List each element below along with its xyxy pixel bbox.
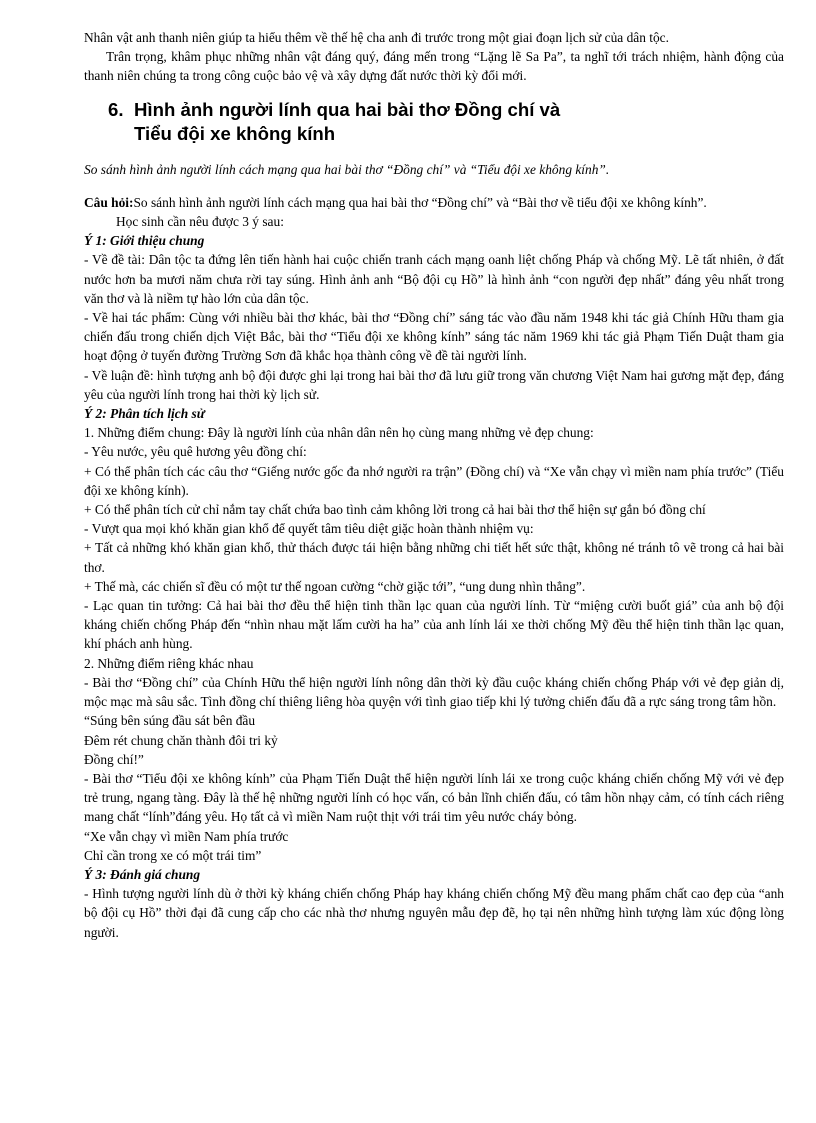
poem-1-line-1: “Súng bên súng đầu sát bên đầu xyxy=(84,713,256,729)
intro-paragraph-1: Nhân vật anh thanh niên giúp ta hiểu thêm về thế hệ cha anh đi trước trong một giai đoạn lịch sử của dân tộc. xyxy=(84,30,669,45)
y3-heading: Ý 3: Đánh giá chung xyxy=(84,866,201,882)
y1-heading: Ý 1: Giới thiệu chung xyxy=(84,233,205,249)
y2-heading: Ý 2: Phân tích lịch sử xyxy=(84,406,205,422)
y1-paragraph-1: - Về đề tài: Dân tộc ta đứng lên tiến hành hai cuộc chiến tranh cách mạng oanh liệt chống Pháp và chống Mỹ. Lẽ tất nhiên, ở đất nước hơn ba mươi năm chưa rời tay súng. Hình ảnh anh “Bộ đội cụ Hồ” là hình ảnh “con người đẹp nhất” đáng yêu nhất trong văn thơ và là niềm tự hào lớn của dân tộc. xyxy=(84,252,784,306)
y3-paragraph-1: - Hình tượng người lính dù ở thời kỳ kháng chiến chống Pháp hay kháng chiến chống Mỹ đều mang phẩm chất cao đẹp của “anh bộ đội cụ Hồ” thời đại đã cung cấp cho các nhà thơ nhưng nguyên mẫu đẹp đẽ, họ tại nên những hình tượng làm xúc động lòng người. xyxy=(84,886,784,940)
y2-paragraph-6: + Tất cả những khó khăn gian khổ, thử thách được tái hiện bằng những chi tiết hết sức thật, không né tránh tô vẽ trong cả hai bài thơ. xyxy=(84,540,784,575)
question-text: So sánh hình ảnh người lính cách mạng qua hai bài thơ “Đồng chí” và “Bài thơ về tiểu đội xe không kính”. xyxy=(133,194,707,210)
section-title-line-1: Hình ảnh người lính qua hai bài thơ Đồng chí và xyxy=(134,98,561,120)
question-label: Câu hỏi: xyxy=(84,194,134,210)
y1-paragraph-3: - Về luận đề: hình tượng anh bộ đội được ghi lại trong hai bài thơ đã lưu giữ trong văn chương Việt Nam hai gương mặt đẹp, đáng yêu của người lính trong hai thời kỳ lịch sử. xyxy=(84,367,784,402)
y2-paragraph-5: - Vượt qua mọi khó khăn gian khổ để quyết tâm tiêu diệt giặc hoàn thành nhiệm vụ: xyxy=(84,521,534,537)
poem-1-line-3: Đồng chí!” xyxy=(84,751,144,767)
question-paragraph xyxy=(84,193,784,212)
question-instruction: Học sinh cần nêu được 3 ý sau: xyxy=(116,214,284,230)
section-heading xyxy=(84,98,784,146)
intro-paragraph-2: Trân trọng, khâm phục những nhân vật đáng quý, đáng mến trong “Lặng lẽ Sa Pa”, ta nghĩ tới trách nhiệm, hành động của thanh niên chúng ta trong công cuộc bảo vệ và xây dựng đất nước thời kỳ đổi mới. xyxy=(84,49,784,84)
section-title-line-2: Tiểu đội xe không kính xyxy=(134,122,336,144)
y2-paragraph-4: + Có thể phân tích cử chỉ nắm tay chất chứa bao tình cảm không lời trong cả hai bài thơ thể hiện sự gắn bó đồng chí xyxy=(84,502,706,518)
y2-paragraph-1: 1. Những điểm chung: Đây là người lính của nhân dân nên họ cùng mang những vẻ đẹp chung: xyxy=(84,425,594,441)
y2-paragraph-3: + Có thể phân tích các câu thơ “Giếng nước gốc đa nhớ người ra trận” (Đồng chí) và “Xe vẫn chạy vì miền nam phía trước” (Tiểu đội xe không kính). xyxy=(84,463,784,498)
poem-1-line-2: Đêm rét chung chăn thành đôi tri kỷ xyxy=(84,732,278,748)
y2-paragraph-2: - Yêu nước, yêu quê hương yêu đồng chí: xyxy=(84,444,307,460)
document-page xyxy=(84,28,784,942)
y2-paragraph-11: - Bài thơ “Tiểu đội xe không kính” của Phạm Tiến Duật thể hiện người lính lái xe trong cuộc kháng chiến chống Mỹ với vẻ đẹp trẻ trung, ngang tàng. Đây là thế hệ những người lính có học vấn, có bản lĩnh chiến đấu, có tâm hồn nhạy cảm, có tính cách riêng mang chất “lính”đáng yêu. Họ tất cả vì miền Nam ruột thịt với trái tim yêu nước cháy bỏng. xyxy=(84,770,784,825)
section-subtitle: So sánh hình ảnh người lính cách mạng qua hai bài thơ “Đồng chí” và “Tiểu đội xe không kính”. xyxy=(84,161,610,177)
y1-paragraph-2: - Về hai tác phẩm: Cùng với nhiều bài thơ khác, bài thơ “Đồng chí” sáng tác vào đầu năm 1948 khi tác giả Chính Hữu tham gia chiến đấu trong chiến dịch Việt Bắc, bài thơ “Tiểu đội xe không kính” sáng tác năm 1969 khi tác giả Phạm Tiến Duật tham gia hoạt động ở tuyến đường Trường Sơn đã khắc họa thành công về đề tài người lính. xyxy=(84,310,784,364)
y2-paragraph-9: 2. Những điểm riêng khác nhau xyxy=(84,655,254,671)
y2-paragraph-7: + Thế mà, các chiến sĩ đều có một tư thế ngoan cường “chờ giặc tới”, “ung dung nhìn thẳng”. xyxy=(84,578,586,594)
poem-2-line-1: “Xe vẫn chạy vì miền Nam phía trước xyxy=(84,828,289,844)
poem-2-line-2: Chỉ cần trong xe có một trái tim” xyxy=(84,847,262,863)
y2-paragraph-10: - Bài thơ “Đồng chí” của Chính Hữu thể hiện người lính nông dân thời kỳ đầu cuộc kháng chiến chống Pháp với vẻ đẹp giản dị, mộc mạc mà sâu sắc. Tình đồng chí thiêng liêng hòa quyện với tình giao tiếp khi lý tưởng chiến đấu đã a rực sáng trong tâm hồn. xyxy=(84,674,784,710)
y2-paragraph-8: - Lạc quan tin tưởng: Cả hai bài thơ đều thể hiện tinh thần lạc quan của người lính. Từ “miệng cười buốt giá” của anh bộ đội kháng chiến chống Pháp đến “nhìn nhau mặt lấm cười ha ha” của anh lính lái xe thời chống Mỹ đều thể hiện tinh thần lạc quan, khí phách anh hùng. xyxy=(84,598,784,652)
section-number: 6. xyxy=(108,98,124,120)
